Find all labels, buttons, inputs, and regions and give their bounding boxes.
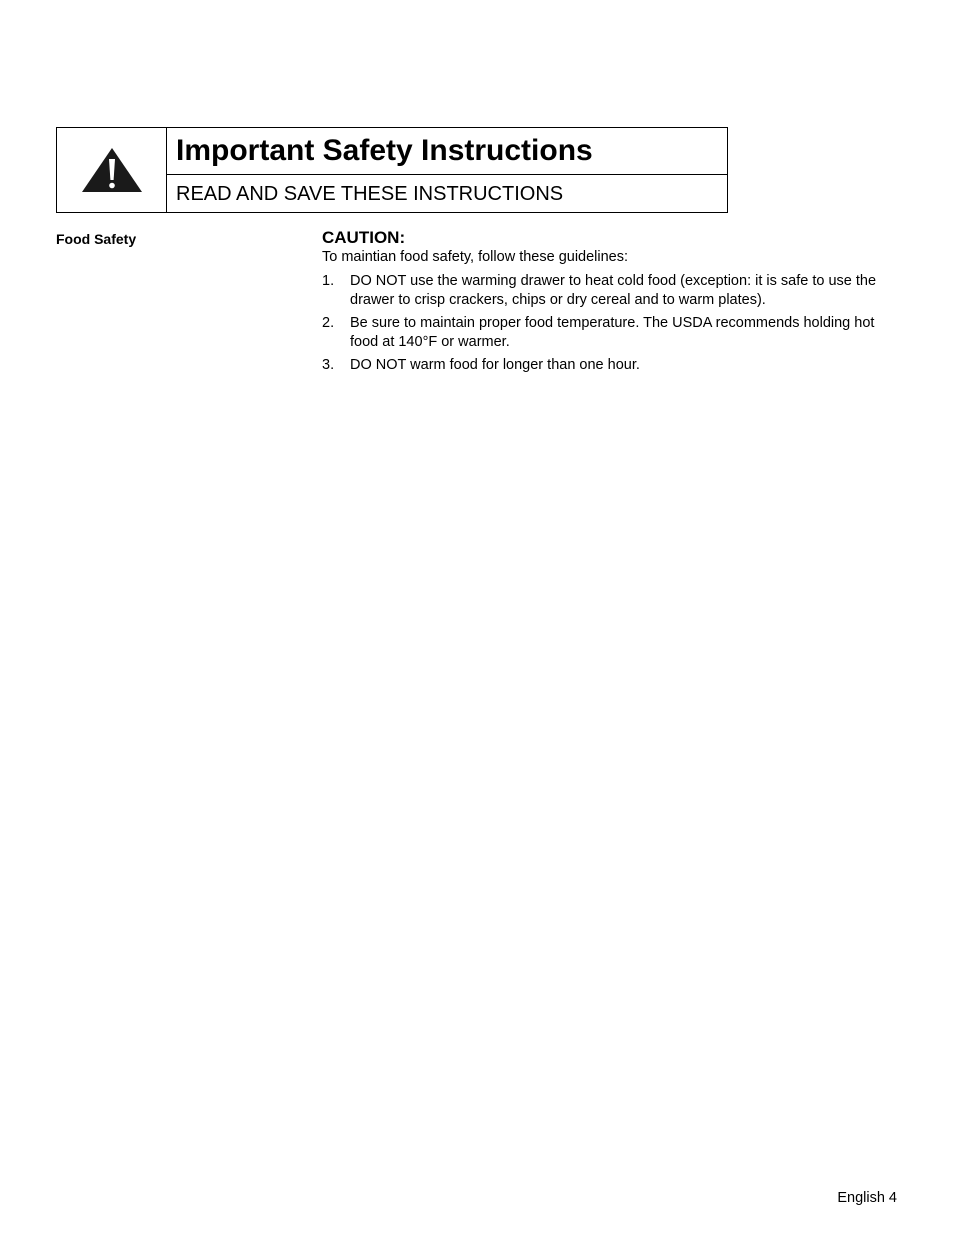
subtitle-row — [167, 175, 727, 212]
list-item — [322, 314, 897, 352]
list-item — [322, 272, 897, 310]
list-item-number: 3. — [322, 357, 335, 373]
list-item — [322, 356, 897, 375]
section-side-heading: Food Safety — [56, 231, 137, 247]
title-cell — [167, 128, 727, 212]
warning-triangle-icon — [80, 146, 144, 194]
list-item-number: 1. — [322, 273, 335, 289]
warning-icon-cell — [57, 128, 167, 212]
list-item-number: 2. — [322, 315, 335, 331]
guidelines-list — [322, 272, 897, 375]
caution-intro: To maintian food safety, follow these guidelines: — [322, 249, 629, 265]
safety-header-box — [56, 127, 728, 213]
section-content — [322, 228, 897, 379]
list-item-text: DO NOT warm food for longer than one hour. — [350, 357, 640, 373]
page-title: Important Safety Instructions — [176, 134, 593, 167]
list-item-text: Be sure to maintain proper food temperature. The USDA recommends holding hot food at 140°F or warmer. — [350, 315, 875, 350]
page-subtitle: READ AND SAVE THESE INSTRUCTIONS — [176, 182, 564, 205]
list-item-text: DO NOT use the warming drawer to heat cold food (exception: it is safe to use the drawer to crisp crackers, chips or dry cereal and to warm plates). — [350, 273, 877, 308]
page-footer: English 4 — [837, 1190, 897, 1206]
title-row — [167, 128, 727, 175]
caution-label: CAUTION: — [322, 228, 406, 247]
